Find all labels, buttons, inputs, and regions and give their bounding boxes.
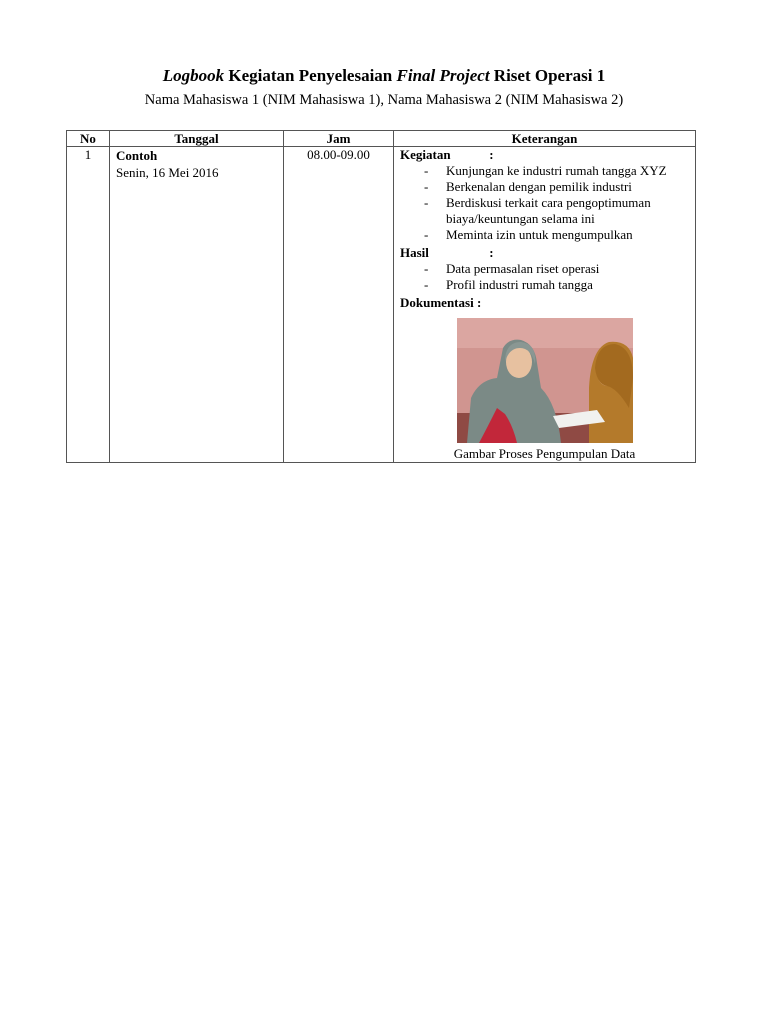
tanggal-date: Senin, 16 Mei 2016 xyxy=(116,165,219,180)
cell-tanggal xyxy=(110,147,284,463)
hasil-colon: : xyxy=(489,245,494,260)
cell-keterangan xyxy=(394,147,696,463)
kegiatan-colon: : xyxy=(489,147,494,162)
list-item: - Kunjungan ke industri rumah tangga XYZ xyxy=(422,163,689,179)
list-item: - Meminta izin untuk mengumpulkan xyxy=(422,227,689,243)
kegiatan-heading xyxy=(400,147,689,163)
photo-caption: Gambar Proses Pengumpulan Data xyxy=(453,446,636,461)
document-title xyxy=(0,66,768,86)
dokumentasi-colon: : xyxy=(476,295,482,310)
two-women-discussion-photo xyxy=(457,318,633,443)
kegiatan-list xyxy=(400,163,689,243)
list-item: - Berdiskusi terkait cara pengoptimuman biaya/keuntungan selama ini xyxy=(422,195,689,227)
cell-jam: 08.00-09.00 xyxy=(284,147,394,463)
list-item: - Profil industri rumah tangga xyxy=(422,277,689,293)
title-text-2: Riset Operasi 1 xyxy=(493,66,606,85)
tanggal-example-label: Contoh xyxy=(116,148,158,163)
header-no: No xyxy=(67,131,110,147)
dokumentasi-label: Dokumentasi xyxy=(400,295,474,310)
hasil-list xyxy=(400,261,689,293)
dokumentasi-heading xyxy=(400,295,689,311)
kegiatan-label: Kegiatan xyxy=(400,147,451,162)
logbook-table xyxy=(66,130,696,463)
title-emphasis-logbook: Logbook xyxy=(162,66,225,85)
title-emphasis-final-project: Final Project xyxy=(396,66,490,85)
table-header-row xyxy=(67,131,696,147)
cell-no: 1 xyxy=(67,147,110,463)
header-keterangan: Keterangan xyxy=(394,131,696,147)
table-row xyxy=(67,147,696,463)
list-item: - Berkenalan dengan pemilik industri xyxy=(422,179,689,195)
header-jam: Jam xyxy=(284,131,394,147)
title-text-1: Kegiatan Penyelesaian xyxy=(228,66,393,85)
hasil-label: Hasil xyxy=(400,245,429,260)
list-item: - Data permasalan riset operasi xyxy=(422,261,689,277)
document-subtitle: Nama Mahasiswa 1 (NIM Mahasiswa 1), Nama Mahasiswa 2 (NIM Mahasiswa 2) xyxy=(144,92,624,108)
photo-illustration xyxy=(457,318,633,443)
hasil-heading xyxy=(400,245,689,261)
header-tanggal: Tanggal xyxy=(110,131,284,147)
